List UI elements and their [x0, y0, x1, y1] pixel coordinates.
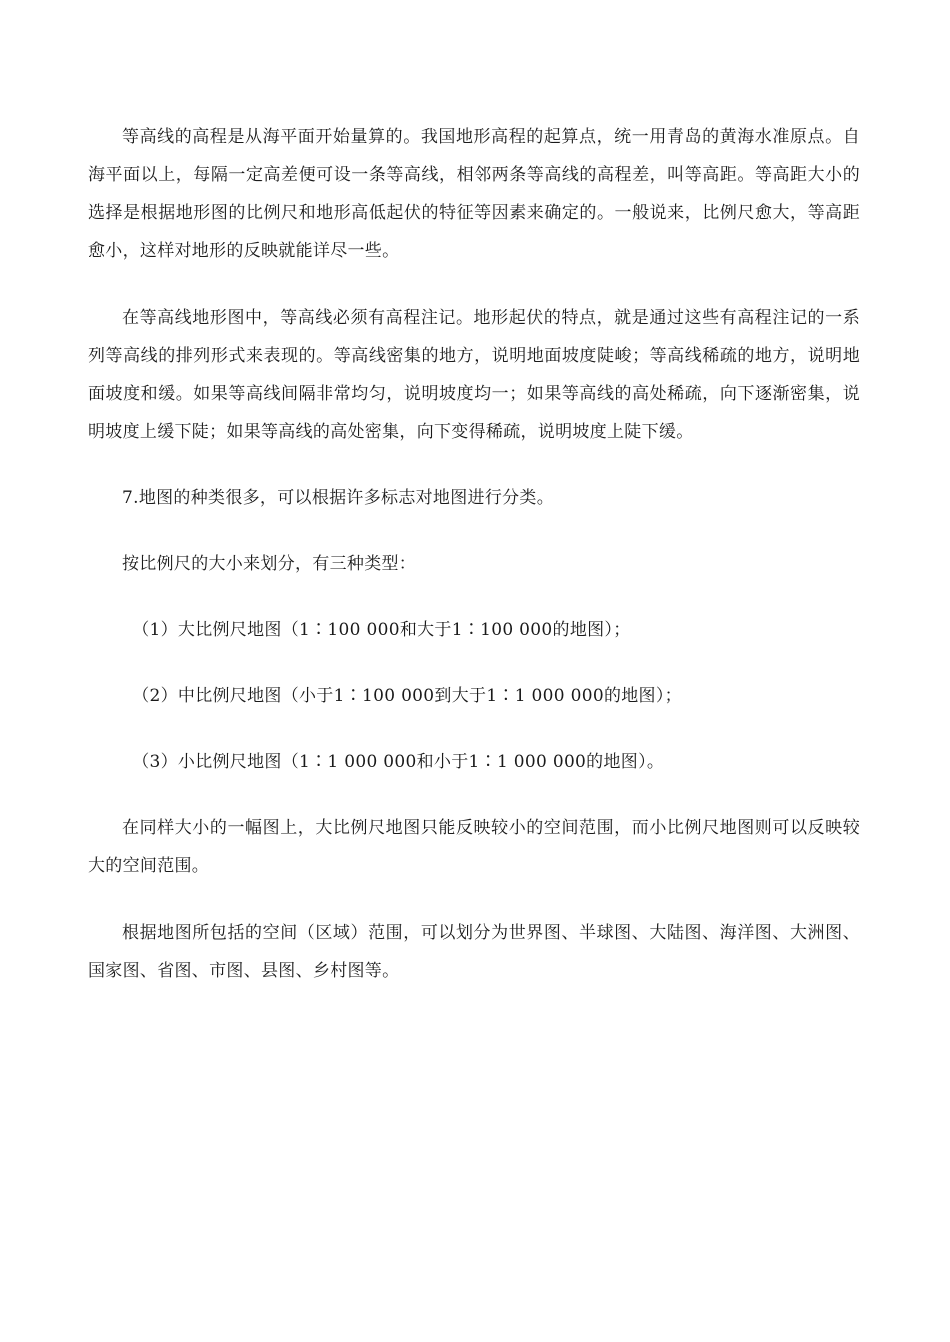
list-item-large-scale: （1）大比例尺地图（1∶100 000和大于1∶100 000的地图）； — [132, 620, 631, 640]
paragraph-map-types-intro: 7.地图的种类很多，可以根据许多标志对地图进行分类。 — [122, 488, 555, 508]
paragraph-contour-annotation: 在等高线地形图中，等高线必须有高程注记。地形起伏的特点，就是通过这些有高程注记的一系列等高线的排列形式来表现的。等高线密集的地方，说明地面坡度陡峻；等高线稀疏的地方，说明地面坡度和缓。如果等高线间隔非常均匀，说明坡度均一；如果等高线的高处稀疏，向下逐渐密集，说明坡度上缓下陡；如果等高线的高处密集，向下变得稀疏，说明坡度上陡下缓。 — [88, 308, 860, 442]
paragraph-region-division: 根据地图所包括的空间（区域）范围，可以划分为世界图、半球图、大陆图、海洋图、大洲图、国家图、省图、市图、县图、乡村图等。 — [88, 923, 860, 981]
paragraph-scale-range: 在同样大小的一幅图上，大比例尺地图只能反映较小的空间范围，而小比例尺地图则可以反映较大的空间范围。 — [88, 818, 860, 876]
paragraph-contour-elevation: 等高线的高程是从海平面开始量算的。我国地形高程的起算点，统一用青岛的黄海水准原点。自海平面以上，每隔一定高差便可设一条等高线，相邻两条等高线的高程差，叫等高距。等高距大小的选择是根据地形图的比例尺和地形高低起伏的特征等因素来确定的。一般说来，比例尺愈大，等高距愈小，这样对地形的反映就能详尽一些。 — [88, 127, 860, 261]
document-body — [88, 118, 860, 990]
paragraph-scale-division: 按比例尺的大小来划分，有三种类型： — [122, 554, 417, 574]
list-item-medium-scale: （2）中比例尺地图（小于1∶100 000到大于1∶1 000 000的地图）； — [132, 686, 682, 706]
list-item-small-scale: （3）小比例尺地图（1∶1 000 000和小于1∶1 000 000的地图）。 — [132, 752, 665, 772]
